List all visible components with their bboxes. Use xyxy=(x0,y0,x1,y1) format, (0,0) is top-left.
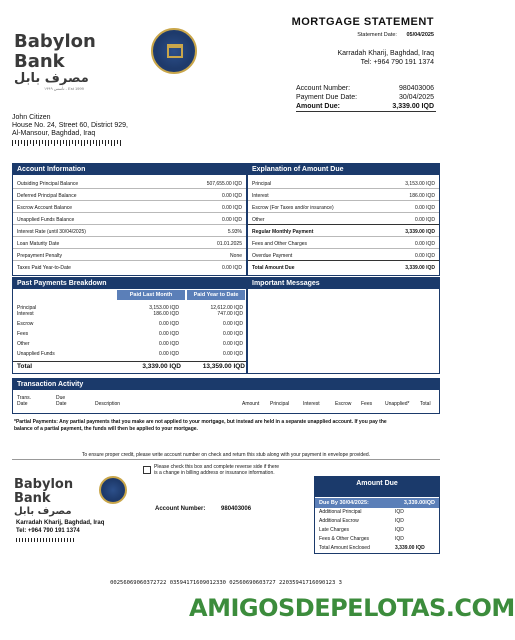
statement-title: MORTGAGE STATEMENT xyxy=(291,16,434,28)
account-info-value: None xyxy=(230,253,242,259)
statement-date-value: 05/04/2025 xyxy=(406,32,434,38)
checkbox-instructions xyxy=(154,464,279,476)
explanation-label: Fees and Other Charges xyxy=(252,241,308,247)
stub-divider xyxy=(12,459,440,460)
past-payments-panel xyxy=(12,277,247,374)
stub-account-row xyxy=(155,506,251,512)
bank-logo xyxy=(14,31,144,91)
payment-due-label: Payment Due Date: xyxy=(296,94,358,101)
address-barcode xyxy=(12,140,124,146)
account-summary xyxy=(296,84,434,111)
checkbox-text-1: Please check this box and complete reverse side if there xyxy=(154,464,280,470)
col-escrow: Escrow xyxy=(335,401,352,407)
explanation-value: 0.00 IQD xyxy=(414,205,435,211)
explanation-header: Explanation of Amount Due xyxy=(248,164,439,175)
stub-row-value[interactable]: IQD xyxy=(395,509,404,515)
past-payments-c1: 0.00 IQD xyxy=(158,331,179,337)
stub-row-label: Total Amount Enclosed xyxy=(319,545,370,551)
account-info-label: Loan Maturity Date xyxy=(17,241,60,247)
account-info-value: 0.00 IQD xyxy=(221,217,242,223)
past-payments-label: Interest xyxy=(17,311,34,317)
account-info-label: Outsiding Principal Balance xyxy=(17,181,79,187)
stub-row-label: Additional Escrow xyxy=(319,518,359,524)
account-info-label: Escrow Account Balance xyxy=(17,205,73,211)
stub-tel: Tel: +964 790 191 1374 xyxy=(16,528,80,534)
past-payments-label: Fees xyxy=(17,331,29,337)
account-number-value: 980403006 xyxy=(398,85,434,92)
past-payments-c1: 0.00 IQD xyxy=(158,341,179,347)
bank-tel: Tel: +964 790 191 1374 xyxy=(360,59,434,66)
past-payments-label: Escrow xyxy=(17,321,34,327)
past-payments-c1: 0.00 IQD xyxy=(158,351,179,357)
stub-instruction: To ensure proper credit, please write account number on check and return this stub along with your payment in envelope provided. xyxy=(81,452,371,458)
account-info-label: Deferred Principal Balance xyxy=(17,193,77,199)
stub-row-value[interactable]: IQD xyxy=(395,536,404,542)
customer-name: John Citizen xyxy=(12,114,51,121)
col-due-date: Due Date xyxy=(56,395,67,407)
statement-date-label: Statement Date: xyxy=(357,32,397,38)
stub-row-label: Fees & Other Charges xyxy=(319,536,370,542)
micr-line: 00256069060372722 03594171609012330 02560690603727 22035941716090123 3 xyxy=(110,580,342,586)
col-total: Total xyxy=(420,401,431,407)
past-payments-col2-header: Paid Year to Date xyxy=(187,290,245,300)
stub-row-value[interactable]: 3,339.00 IQD xyxy=(395,545,425,551)
explanation-label: Escrow (For Taxes and/or insurance) xyxy=(252,205,334,211)
past-payments-total-c1: 3,339.00 IQD xyxy=(142,363,181,370)
explanation-value: 0.00 IQD xyxy=(414,217,435,223)
summary-divider xyxy=(296,111,436,112)
past-payments-label: Unapplied Funds xyxy=(17,351,55,357)
due-by-row xyxy=(315,498,439,508)
explanation-panel xyxy=(247,163,440,276)
stub-bank-name-ar: مصرف بابل xyxy=(14,506,72,517)
stub-row-value[interactable]: IQD xyxy=(395,518,404,524)
explanation-value: 3,339.00 IQD xyxy=(405,265,435,271)
stub-address: Karradah Kharij, Baghdad, Iraq xyxy=(16,520,105,526)
watermark-text: AMIGOSDEPELOTAS.COM xyxy=(189,594,515,622)
stub-address-barcode xyxy=(16,538,76,542)
account-info-value: 507,655.00 IQD xyxy=(206,181,242,187)
past-payments-label: Other xyxy=(17,341,30,347)
bank-tagline: تأسس ١٩٩٩ - Est 1999 xyxy=(44,86,84,91)
stub-bank-address xyxy=(16,519,104,535)
bank-seal-logo xyxy=(151,28,197,74)
due-by-value: 3,339.00IQD xyxy=(403,500,435,506)
account-number-label: Account Number: xyxy=(296,85,351,92)
amount-due-label: Amount Due: xyxy=(296,103,340,110)
customer-line2: Al-Mansour, Baghdad, Iraq xyxy=(12,130,96,137)
explanation-value: 3,153.00 IQD xyxy=(405,181,435,187)
important-messages-header: Important Messages xyxy=(248,278,439,289)
account-info-label: Taxes Paid Year-to-Date xyxy=(17,265,71,271)
col-trans-date: Trans. Date xyxy=(17,395,31,407)
amount-due-box xyxy=(314,476,440,554)
past-payments-total-c2: 13,359.00 IQD xyxy=(202,363,245,370)
payment-due-value: 30/04/2025 xyxy=(398,94,434,101)
account-info-value: 01.01.2025 xyxy=(216,241,242,247)
important-messages-panel xyxy=(247,277,440,374)
col-fees: Fees xyxy=(361,401,373,407)
account-info-label: Interest Rate (until 30/04/2025) xyxy=(17,229,86,235)
stub-bank-name-en: Babylon Bank xyxy=(14,477,74,506)
transaction-activity-panel xyxy=(12,378,440,414)
amount-due-value: 3,339.00 IQD xyxy=(392,103,434,110)
account-info-value: 0.00 IQD xyxy=(221,193,242,199)
stub-account-number-value: 980403006 xyxy=(221,506,252,512)
explanation-value: 0.00 IQD xyxy=(414,241,435,247)
past-payments-c2: 12,612.00 IQD xyxy=(210,305,243,311)
past-payments-header: Past Payments Breakdown xyxy=(13,278,246,289)
past-payments-c2: 0.00 IQD xyxy=(222,321,243,327)
bank-address: Karradah Kharij, Baghdad, Iraq xyxy=(337,50,434,57)
bank-name-ar: مصرف بابل xyxy=(14,71,89,86)
customer-address xyxy=(12,114,128,138)
past-payments-c2: 0.00 IQD xyxy=(222,331,243,337)
explanation-value: 186.00 IQD xyxy=(409,193,435,199)
past-payments-c2: 747.00 IQD xyxy=(217,311,243,317)
account-info-value: 0.00 IQD xyxy=(221,265,242,271)
customer-line1: House No. 24, Street 60, District 929, xyxy=(12,122,128,129)
past-payments-label: Principal xyxy=(17,305,37,311)
col-unapplied: Unapplied* xyxy=(385,401,410,407)
past-payments-c1: 3,153.00 IQD xyxy=(149,305,179,311)
past-payments-c2: 0.00 IQD xyxy=(222,351,243,357)
account-info-label: Prepayment Penalty xyxy=(17,253,63,259)
account-info-value: 5.93% xyxy=(227,229,242,235)
past-payments-total-label: Total xyxy=(17,363,33,370)
bank-name-en: Babylon Bank xyxy=(14,31,96,72)
checkbox-text-2: is a change in billing address or insurance information. xyxy=(154,470,275,476)
col-interest: Interest xyxy=(303,401,320,407)
stub-row-label: Late Charges xyxy=(319,527,350,533)
explanation-label: Total Amount Due xyxy=(252,265,295,271)
past-payments-c1: 0.00 IQD xyxy=(158,321,179,327)
stub-row-value[interactable]: IQD xyxy=(395,527,404,533)
account-info-label: Unapplied Funds Balance xyxy=(17,217,75,223)
checkbox-billing-change[interactable] xyxy=(143,466,151,474)
transaction-activity-header: Transaction Activity xyxy=(13,379,439,390)
due-by-label: Due By 30/04/2025: xyxy=(319,500,369,506)
col-principal: Principal xyxy=(270,401,290,407)
explanation-value: 0.00 IQD xyxy=(414,253,435,259)
explanation-label: Overdue Payment xyxy=(252,253,293,259)
explanation-value: 3,339.00 IQD xyxy=(405,229,435,235)
stub-row-label: Additional Principal xyxy=(319,509,362,515)
past-payments-col1-header: Paid Last Month xyxy=(117,290,185,300)
explanation-label: Other xyxy=(252,217,265,223)
stub-seal-logo xyxy=(99,476,127,504)
account-info-value: 0.00 IQD xyxy=(221,205,242,211)
past-payments-c1: 186.00 IQD xyxy=(153,311,179,317)
amount-due-box-header: Amount Due xyxy=(315,477,439,497)
partial-payments-note: *Partial Payments: Any partial payments that you make are not applied to your mortgage, but instead are held in a separate unapplied account. If you pay the balance of a partial payment, the funds will then be applied to your mortgage. xyxy=(14,419,387,432)
explanation-label: Interest xyxy=(252,193,269,199)
stub-account-number-label: Account Number: xyxy=(155,506,206,512)
past-payments-c2: 0.00 IQD xyxy=(222,341,243,347)
col-amount: Amount xyxy=(242,401,260,407)
col-description: Description xyxy=(95,401,121,407)
account-info-panel xyxy=(12,163,247,276)
statement-date-row xyxy=(357,32,434,38)
account-info-header: Account Information xyxy=(13,164,246,175)
explanation-label: Regular Monthly Payment xyxy=(252,229,314,235)
explanation-label: Principal xyxy=(252,181,272,187)
